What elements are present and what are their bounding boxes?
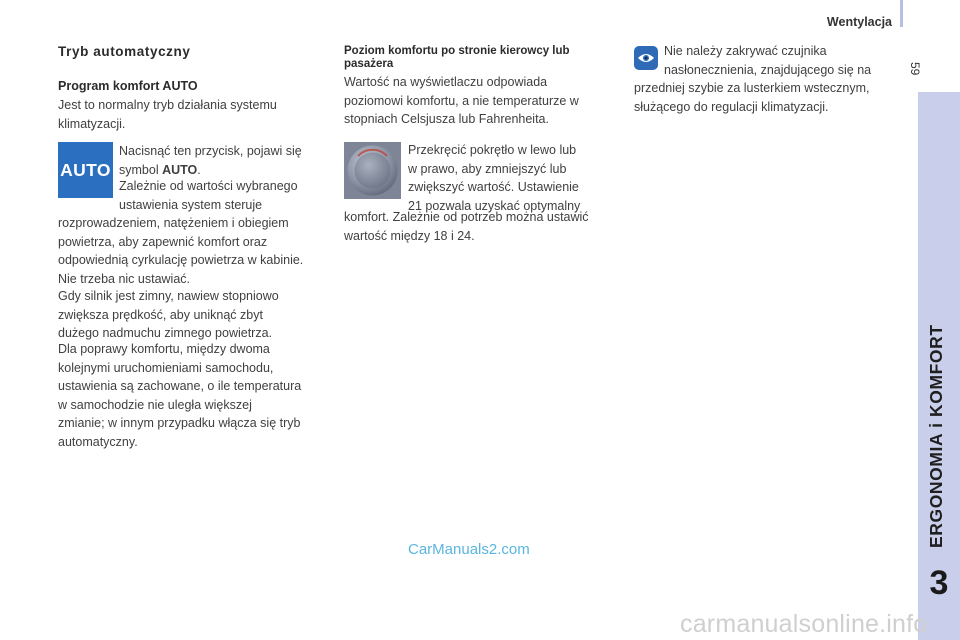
chapter-label: ERGONOMIA i KOMFORT: [926, 324, 946, 548]
watermark-carmanualsonline: carmanualsonline.info: [680, 610, 928, 638]
paragraph-auto-full: [58, 214, 333, 288]
text-line: zwiększa prędkość, aby uniknąć zbyt: [58, 307, 263, 322]
auto-inline-label: AUTO: [162, 162, 198, 177]
text-line: w samochodzie nie uległa większej: [58, 397, 252, 412]
text-line: ustawienia są zachowane, o ile temperatura: [58, 379, 302, 393]
text-span: symbol: [119, 162, 163, 177]
text-line: zmianie; w innym przypadku włącza się tryb: [58, 416, 301, 430]
text-line: Jest to normalny tryb działania systemu: [58, 98, 277, 112]
text-line: Przekręcić pokrętło w lewo lub: [408, 143, 577, 157]
text-line: przedniej szybie za lusterkiem wstecznym,: [634, 81, 870, 95]
section-title: Tryb automatyczny: [58, 44, 191, 59]
paragraph-intro: [58, 96, 328, 133]
paragraph-press: [119, 142, 329, 179]
text-line: odpowiednią cyrkulację powietrza w kabinie.: [58, 253, 304, 267]
paragraph-knob-indented: [408, 141, 623, 215]
note-full: [634, 79, 904, 116]
text-line: pasażera: [344, 58, 394, 70]
section-header: Wentylacja: [826, 15, 892, 29]
text-line: Nie należy zakrywać czujnika: [664, 44, 827, 58]
text-line: Poziom komfortu po stronie kierowcy lub: [344, 45, 570, 57]
text-line: rozprowadzeniem, natężeniem i obiegiem: [58, 216, 289, 230]
text-line: poziomowi komfortu, a nie temperaturze w: [344, 93, 579, 108]
eye-icon: [634, 46, 658, 70]
text-line: 21 pozwala uzyskać optymalny: [408, 198, 581, 213]
text-line: Wartość na wyświetlaczu odpowiada: [344, 75, 548, 89]
note-indented: [664, 42, 894, 79]
subsection-title: Program komfort AUTO: [58, 79, 198, 93]
text-line: powietrza, aby zapewnić komfort oraz: [58, 234, 268, 249]
text-line: w prawo, aby zmniejszyć lub: [408, 161, 567, 176]
text-line: Nacisnąć ten przycisk, pojawi się: [119, 144, 302, 158]
paragraph-cold-engine: [58, 287, 333, 343]
text-line: komfort. Zależnie od potrzeb można ustawić: [344, 210, 589, 224]
text-line: stopniach Celsjusza lub Fahrenheita.: [344, 112, 549, 126]
chapter-number: 3: [929, 564, 949, 602]
rotary-knob-icon: [344, 142, 401, 199]
header-divider: [900, 0, 903, 27]
text-line: zwiększyć wartość. Ustawienie: [408, 180, 579, 194]
text-line: Zależnie od wartości wybranego: [119, 179, 298, 193]
page-number: 59: [908, 62, 922, 76]
text-line: kolejnymi uruchomieniami samochodu,: [58, 360, 274, 375]
text-line: klimatyzacji.: [58, 116, 126, 131]
paragraph-comfort-value: [344, 73, 624, 129]
text-line: służącego do regulacji klimatyzacji.: [634, 99, 829, 114]
paragraph-knob-full: [344, 208, 629, 245]
eye-glyph-icon: [637, 52, 655, 64]
text-line: Nie trzeba nic ustawiać.: [58, 271, 191, 286]
text-line: ustawienia system steruje: [119, 197, 263, 212]
text-line: Dla poprawy komfortu, między dwoma: [58, 342, 270, 356]
text-line: dużego nadmuchu zimnego powietrza.: [58, 326, 273, 340]
text-line: wartość między 18 i 24.: [344, 228, 475, 243]
text-span: .: [197, 162, 201, 177]
paragraph-auto-indented: [119, 177, 329, 214]
paragraph-memory: [58, 340, 333, 451]
text-line: Gdy silnik jest zimny, nawiew stopniowo: [58, 289, 279, 303]
auto-button-icon: AUTO: [58, 142, 113, 198]
text-line: nasłonecznienia, znajdującego się na: [664, 62, 872, 77]
subsection-title-comfort: [344, 45, 624, 71]
text-line: automatyczny.: [58, 434, 138, 449]
watermark-carmanuals2: CarManuals2.com: [408, 541, 530, 558]
